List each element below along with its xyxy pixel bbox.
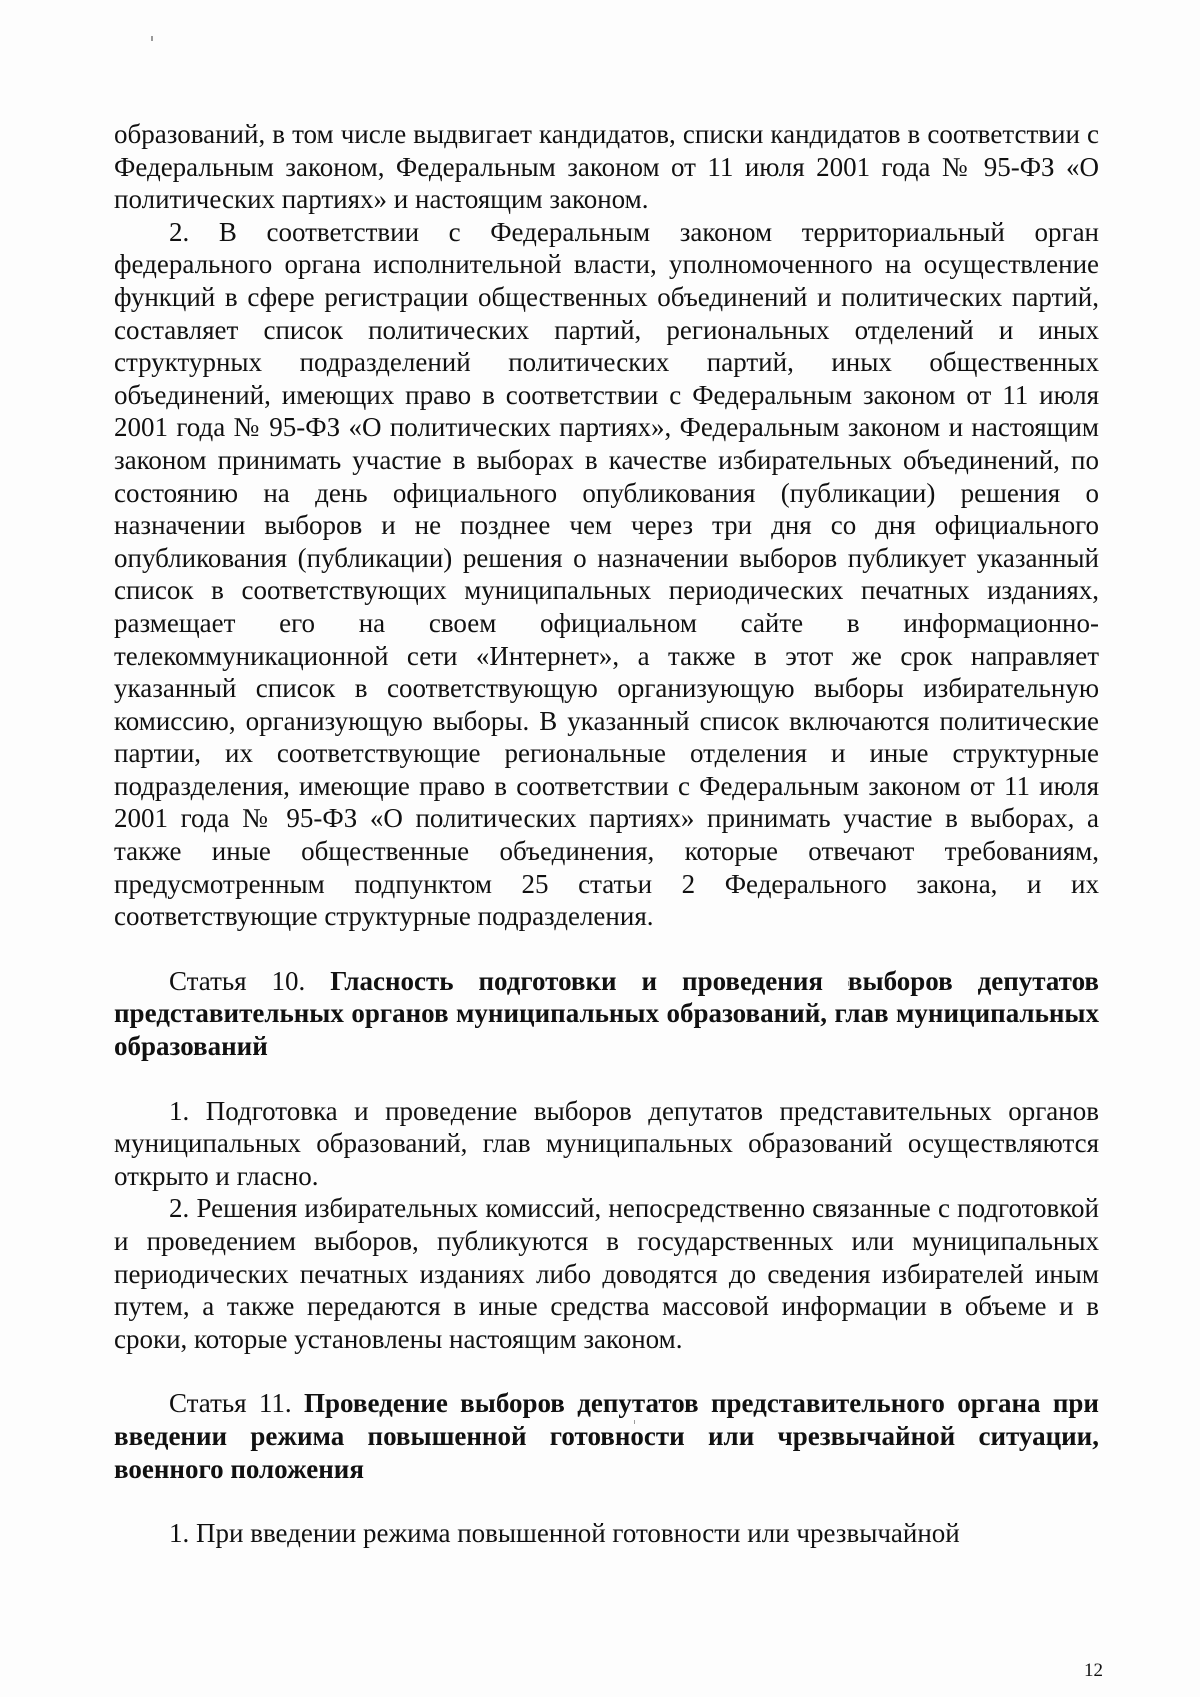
article-11-heading <box>114 1387 1099 1485</box>
paragraph-item-2: 2. В соответствии с Федеральным законом территориальный орган федерального органа исполнительной власти, уполномоченного на осуществление функций в сфере регистрации общественных объединений и политических партий, составляет список политических партий, региональных отделений и иных структурных подразделений политических партий, иных общественных объединений, имеющих право в соответствии с Федеральным законом от 11 июля 2001 года № 95-ФЗ «О политических партиях», Федеральным законом и настоящим законом принимать участие в выборах в качестве избирательных объединений, по состоянию на день официального опубликования (публикации) решения о назначении выборов и не позднее чем через три дня со дня официального опубликования (публикации) решения о назначении выборов публикует указанный список в соответствующих муниципальных периодических печатных изданиях, размещает его на своем официальном сайте в информационно-телекоммуникационной сети «Интернет», а также в этот же срок направляет указанный список в соответствующую организующую выборы избирательную комиссию, организующую выборы. В указанный список включаются политические партии, их соответствующие региональные отделения и иные структурные подразделения, имеющие право в соответствии с Федеральным законом от 11 июля 2001 года № 95-ФЗ «О политических партиях» принимать участие в выборах, а также иные общественные объединения, которые отвечают требованиям, предусмотренным подпунктом 25 статьи 2 Федерального закона, и их соответствующие структурные подразделения. <box>114 216 1099 932</box>
document-body <box>114 118 1099 1550</box>
paragraph-continuation: образований, в том числе выдвигает кандидатов, списки кандидатов в соответствии с Федеральным законом, Федеральным законом от 11 июля 2001 года № 95-ФЗ «О политических партиях» и настоящим законом. <box>114 119 1099 215</box>
spacer <box>114 1485 1099 1517</box>
article-10-heading <box>114 965 1099 1063</box>
article-10-number: Статья 10. <box>169 965 306 996</box>
article-10-title: Гласность подготовки и проведения выборов депутатов представительных органов муниципальных образований, глав муниципальных образований <box>114 965 1099 1062</box>
article-10-paragraph-1: 1. Подготовка и проведение выборов депутатов представительных органов муниципальных образований, глав муниципальных образований осуществляются открыто и гласно. <box>114 1095 1099 1191</box>
scan-speck <box>151 36 153 41</box>
page-number: 12 <box>1084 1660 1103 1681</box>
article-11-number: Статья 11. <box>169 1388 292 1419</box>
spacer <box>114 1063 1099 1095</box>
article-11-paragraph-1: 1. При введении режима повышенной готовности или чрезвычайной <box>169 1518 960 1549</box>
spacer <box>114 933 1099 965</box>
article-11-title: Проведение выборов депутатов представительного органа при введении режима повышенной готовности или чрезвычайной ситуации, военного положения <box>114 1388 1099 1484</box>
article-10-paragraph-2: 2. Решения избирательных комиссий, непосредственно связанные с подготовкой и проведением выборов, публикуются в государственных или муниципальных периодических печатных изданиях либо доводятся до сведения избирателей иным путем, а также передаются в иные средства массовой информации в объеме и в сроки, которые установлены настоящим законом. <box>114 1193 1099 1354</box>
spacer <box>114 1355 1099 1387</box>
